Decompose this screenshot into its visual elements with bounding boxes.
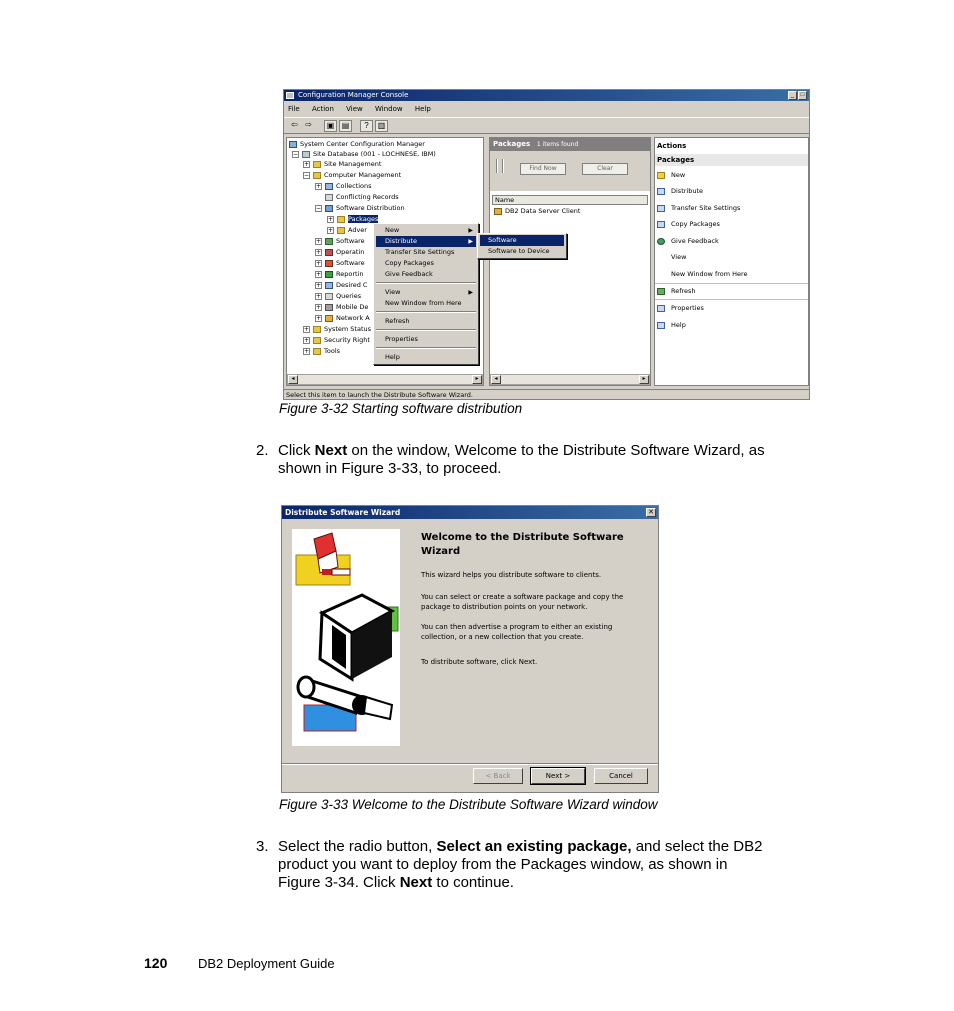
copy-icon xyxy=(657,221,665,228)
tree-item-desired-configuration[interactable]: + Desired C xyxy=(316,281,368,289)
tree-horizontal-scrollbar[interactable] xyxy=(287,374,483,385)
folder-icon xyxy=(337,216,345,223)
expand-icon[interactable]: + xyxy=(316,314,322,322)
clear-button[interactable]: Clear xyxy=(582,163,628,175)
actions-pane-title: Actions xyxy=(655,140,808,152)
queries-icon xyxy=(325,293,333,300)
tree-item-software-updates[interactable]: + Software xyxy=(316,237,365,245)
menu-action[interactable]: Action xyxy=(311,105,334,113)
context-item-properties[interactable]: Properties xyxy=(385,335,418,343)
distribute-submenu xyxy=(477,233,567,259)
book-title: DB2 Deployment Guide xyxy=(198,956,335,971)
expand-icon[interactable]: + xyxy=(316,303,322,311)
expand-icon[interactable]: + xyxy=(316,259,322,267)
expand-icon[interactable]: + xyxy=(316,182,322,190)
tree-item-tools[interactable]: + Tools xyxy=(304,347,341,355)
close-icon[interactable]: ✕ xyxy=(646,508,656,517)
tree-item-conflicting-records[interactable]: Conflicting Records xyxy=(325,192,399,202)
tree-item-system-status[interactable]: + System Status xyxy=(304,325,372,333)
software-updates-icon xyxy=(325,238,333,245)
collapse-icon[interactable]: − xyxy=(304,171,310,179)
submenu-arrow-icon: ▶ xyxy=(468,289,473,296)
tree-item-operating-system[interactable]: + Operatin xyxy=(316,248,365,256)
tree-item-software-metering[interactable]: + Software xyxy=(316,259,365,267)
step-3-number: 3. xyxy=(256,838,269,855)
expand-icon[interactable]: + xyxy=(304,325,310,333)
folder-icon xyxy=(337,227,345,234)
tree-item-collections[interactable]: + Collections xyxy=(316,182,372,190)
distribute-icon xyxy=(657,188,665,195)
context-item-copy-packages[interactable]: Copy Packages xyxy=(385,259,434,267)
step-2-number: 2. xyxy=(256,442,269,459)
action-pane-icon[interactable]: ▥ xyxy=(375,120,388,132)
wizard-paragraph-1: This wizard helps you distribute software to clients. xyxy=(421,571,602,579)
name-column-header[interactable]: Name xyxy=(492,195,648,205)
packages-horizontal-scrollbar[interactable] xyxy=(490,374,650,385)
figure-3-33-caption: Figure 3-33 Welcome to the Distribute Software Wizard window xyxy=(279,797,658,812)
collapse-icon[interactable]: − xyxy=(316,204,322,212)
scroll-left-icon[interactable]: ◂ xyxy=(288,375,298,384)
console-title: Configuration Manager Console xyxy=(298,91,409,99)
tree-item-security-rights[interactable]: + Security Right xyxy=(304,336,370,344)
next-button[interactable]: Next > xyxy=(531,768,585,784)
action-new[interactable]: New xyxy=(657,170,685,180)
status-bar: Select this item to launch the Distribute Software Wizard. xyxy=(284,389,810,400)
forward-arrow-icon[interactable]: ⇨ xyxy=(305,120,312,129)
actions-pane xyxy=(654,137,809,386)
refresh-icon xyxy=(657,288,665,295)
toolbar xyxy=(284,117,810,134)
config-manager-console-screenshot xyxy=(283,89,810,400)
actions-section-packages[interactable]: Packages xyxy=(655,154,808,166)
expand-icon[interactable]: + xyxy=(328,215,334,223)
new-icon xyxy=(657,172,665,179)
folder-icon xyxy=(313,337,321,344)
folder-icon xyxy=(313,348,321,355)
console-root-icon xyxy=(289,141,297,148)
mobile-device-icon xyxy=(325,304,333,311)
menu-view[interactable]: View xyxy=(346,105,363,113)
tree-item-network-access[interactable]: + Network A xyxy=(316,314,370,322)
context-menu xyxy=(373,223,479,365)
configuration-icon xyxy=(325,282,333,289)
expand-icon[interactable]: + xyxy=(304,336,310,344)
figure-3-32-caption: Figure 3-32 Starting software distribution xyxy=(279,401,523,416)
tree-item-site-database[interactable]: − Site Database (001 - LOCHNESE, IBM) xyxy=(293,150,436,158)
expand-icon[interactable]: + xyxy=(304,160,310,168)
step-3-text: Select the radio button, Select an existing package, and select the DB2 product you want to deploy from the Packages window, as shown in Figure 3-34. Click Next to continue. xyxy=(278,838,763,891)
globe-icon xyxy=(657,238,665,245)
collections-icon xyxy=(325,183,333,190)
tree-item-software-distribution[interactable]: − Software Distribution xyxy=(316,204,405,212)
packages-pane xyxy=(489,137,651,386)
help-icon xyxy=(657,322,665,329)
page-number: 120 xyxy=(144,955,168,971)
action-copy-packages[interactable]: Copy Packages xyxy=(657,219,720,229)
context-item-help[interactable]: Help xyxy=(385,353,400,361)
tree-item-packages[interactable]: + Packages xyxy=(328,215,379,223)
tree-item-site-management[interactable]: + Site Management xyxy=(304,160,382,168)
wizard-heading: Welcome to the Distribute Software Wizard xyxy=(421,532,624,557)
context-item-distribute[interactable]: Distribute ▶ xyxy=(376,236,476,247)
context-item-view[interactable]: View ▶ xyxy=(385,288,473,296)
action-new-window[interactable]: New Window from Here xyxy=(671,270,748,278)
expand-icon[interactable]: + xyxy=(316,237,322,245)
packages-pane-title: Packages xyxy=(493,140,531,148)
submenu-item-software[interactable]: Software xyxy=(480,235,564,246)
console-title-bar xyxy=(284,90,810,101)
step-2-text: Click Next on the window, Welcome to the Distribute Software Wizard, as shown in Figure 3-33, to proceed. xyxy=(278,442,765,477)
expand-icon[interactable]: + xyxy=(316,281,322,289)
tree-item-mobile-device[interactable]: + Mobile De xyxy=(316,303,369,311)
tree-item-reporting[interactable]: + Reportin xyxy=(316,270,364,278)
packages-count: 1 items found xyxy=(536,141,579,148)
tree-item-advertisements[interactable]: + Adver xyxy=(328,226,367,234)
tree-item-queries[interactable]: + Queries xyxy=(316,292,362,300)
menu-file[interactable]: File xyxy=(288,105,300,113)
database-icon xyxy=(302,151,310,158)
context-item-transfer-site-settings[interactable]: Transfer Site Settings xyxy=(385,248,455,256)
expand-icon[interactable]: + xyxy=(304,347,310,355)
up-folder-icon[interactable]: ▣ xyxy=(324,120,337,132)
packages-pane-header xyxy=(490,138,650,151)
console-app-icon xyxy=(286,92,294,99)
expand-icon[interactable]: + xyxy=(328,226,334,234)
scroll-right-icon[interactable]: ▸ xyxy=(639,375,649,384)
expand-icon[interactable]: + xyxy=(316,270,322,278)
wizard-button-separator xyxy=(282,763,658,765)
context-item-new[interactable]: New ▶ xyxy=(385,226,473,234)
submenu-arrow-icon: ▶ xyxy=(468,227,473,234)
submenu-item-software-to-device[interactable]: Software to Device xyxy=(488,247,550,255)
records-icon xyxy=(325,194,333,201)
wizard-paragraph-3: You can then advertise a program to either an existing collection, or a new collection that you create. xyxy=(421,623,613,641)
collapse-icon[interactable]: − xyxy=(293,150,299,158)
scroll-right-icon[interactable]: ▸ xyxy=(472,375,482,384)
metering-icon xyxy=(325,260,333,267)
context-separator xyxy=(376,282,476,284)
wizard-illustration xyxy=(292,529,400,746)
action-properties[interactable]: Properties xyxy=(657,303,704,313)
distribute-software-wizard-screenshot xyxy=(281,505,659,793)
wizard-paragraph-4: To distribute software, click Next. xyxy=(421,658,538,666)
folder-icon xyxy=(313,172,321,179)
minimize-icon[interactable]: _ xyxy=(788,91,797,100)
package-row[interactable] xyxy=(494,206,580,216)
action-refresh[interactable]: Refresh xyxy=(657,286,696,296)
software-distribution-icon xyxy=(325,205,333,212)
submenu-arrow-icon: ▶ xyxy=(468,238,473,245)
package-icon xyxy=(494,208,502,215)
find-row xyxy=(490,151,650,191)
show-hide-tree-icon[interactable]: ▤ xyxy=(339,120,352,132)
tree-item-sccm-root[interactable]: System Center Configuration Manager xyxy=(289,139,425,149)
find-divider xyxy=(496,159,498,173)
maximize-icon[interactable]: □ xyxy=(798,91,807,100)
help-icon[interactable]: ? xyxy=(360,120,373,132)
back-button[interactable]: < Back xyxy=(473,768,523,784)
wizard-title-bar xyxy=(282,506,658,519)
os-deployment-icon xyxy=(325,249,333,256)
cancel-button[interactable]: Cancel xyxy=(594,768,648,784)
menu-bar xyxy=(284,102,810,116)
actions-divider xyxy=(655,283,808,284)
tree-item-computer-management[interactable]: − Computer Management xyxy=(304,171,402,179)
expand-icon[interactable]: + xyxy=(316,248,322,256)
action-distribute[interactable]: Distribute xyxy=(657,186,703,196)
expand-icon[interactable]: + xyxy=(316,292,322,300)
find-now-button[interactable]: Find Now xyxy=(520,163,566,175)
context-item-give-feedback[interactable]: Give Feedback xyxy=(385,270,433,278)
context-item-new-window[interactable]: New Window from Here xyxy=(385,299,462,307)
back-arrow-icon[interactable]: ⇦ xyxy=(291,120,298,129)
action-transfer-site-settings[interactable]: Transfer Site Settings xyxy=(657,203,740,213)
context-separator xyxy=(376,311,476,313)
scroll-left-icon[interactable]: ◂ xyxy=(491,375,501,384)
action-give-feedback[interactable]: Give Feedback xyxy=(657,236,719,246)
wizard-title: Distribute Software Wizard xyxy=(285,508,401,517)
context-separator xyxy=(376,329,476,331)
context-separator xyxy=(376,347,476,349)
menu-window[interactable]: Window xyxy=(374,105,403,113)
transfer-icon xyxy=(657,205,665,212)
properties-icon xyxy=(657,305,665,312)
folder-icon xyxy=(313,161,321,168)
menu-help[interactable]: Help xyxy=(414,105,431,113)
package-name: DB2 Data Server Client xyxy=(505,207,581,215)
actions-divider xyxy=(655,299,808,300)
reporting-icon xyxy=(325,271,333,278)
action-view[interactable]: View xyxy=(671,253,687,261)
network-icon xyxy=(325,315,333,322)
find-divider xyxy=(502,159,504,173)
software-package-illustration xyxy=(292,529,400,746)
folder-icon xyxy=(313,326,321,333)
wizard-paragraph-2: You can select or create a software package and copy the package to distribution points on your network. xyxy=(421,593,624,611)
context-item-refresh[interactable]: Refresh xyxy=(385,317,410,325)
action-help[interactable]: Help xyxy=(657,320,686,330)
